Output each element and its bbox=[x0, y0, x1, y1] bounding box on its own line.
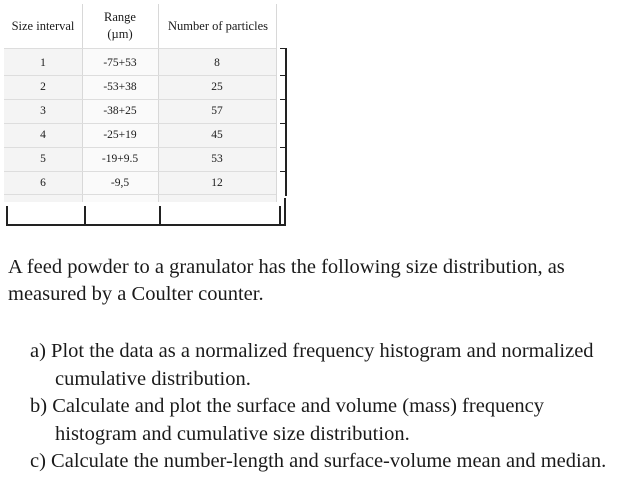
problem-intro: A feed powder to a granulator has the following size distribution, as measured by a Coulter counter. bbox=[8, 256, 565, 305]
table-cell: -9,5 bbox=[110, 177, 130, 189]
header-number-of-particles: Number of particles bbox=[168, 18, 268, 33]
table-cell: 5 bbox=[40, 153, 46, 165]
table-cell: -53+38 bbox=[103, 81, 137, 93]
table-cell: -38+25 bbox=[103, 105, 137, 117]
table-cell: 53 bbox=[211, 153, 223, 165]
table-cell: 8 bbox=[214, 57, 220, 69]
table-cell: -19+9.5 bbox=[101, 153, 139, 165]
table-cell: 57 bbox=[211, 105, 223, 117]
question-b: b) Calculate and plot the surface and volume (mass) frequency histogram and cumulative size distribution. bbox=[30, 395, 545, 445]
question-c: c) Calculate the number-length and surface-volume mean and median. bbox=[30, 450, 607, 472]
tick-mark bbox=[6, 206, 8, 226]
tick-mark bbox=[159, 206, 161, 226]
table-cell: -75+53 bbox=[103, 57, 137, 69]
tick-mark bbox=[280, 171, 287, 172]
tick-mark bbox=[280, 123, 287, 124]
header-size-interval: Size interval bbox=[11, 18, 75, 33]
table-bottom-border bbox=[6, 224, 286, 226]
tick-mark bbox=[84, 206, 86, 226]
tick-mark bbox=[279, 206, 281, 226]
tick-mark bbox=[280, 75, 287, 76]
table-cell: 12 bbox=[211, 177, 223, 189]
table-cell: 45 bbox=[211, 129, 223, 141]
table-cell: 3 bbox=[40, 105, 46, 117]
table-cell: 2 bbox=[40, 81, 46, 93]
particle-size-table bbox=[4, 4, 284, 204]
grid-line bbox=[4, 48, 276, 49]
table-cell: 4 bbox=[40, 129, 46, 141]
table-cell: -25+19 bbox=[103, 129, 137, 141]
table-cell: 6 bbox=[40, 177, 46, 189]
tick-mark bbox=[280, 48, 287, 49]
table-right-border bbox=[285, 48, 287, 196]
table-cell: 25 bbox=[211, 81, 223, 93]
header-range: Range (µm) bbox=[104, 10, 136, 41]
tick-mark bbox=[284, 198, 286, 226]
tick-mark bbox=[280, 147, 287, 148]
tick-mark bbox=[280, 99, 287, 100]
question-list bbox=[30, 338, 620, 476]
question-a: a) Plot the data as a normalized frequency histogram and normalized cumulative distribution. bbox=[30, 340, 594, 390]
table-cell: 1 bbox=[40, 57, 46, 69]
